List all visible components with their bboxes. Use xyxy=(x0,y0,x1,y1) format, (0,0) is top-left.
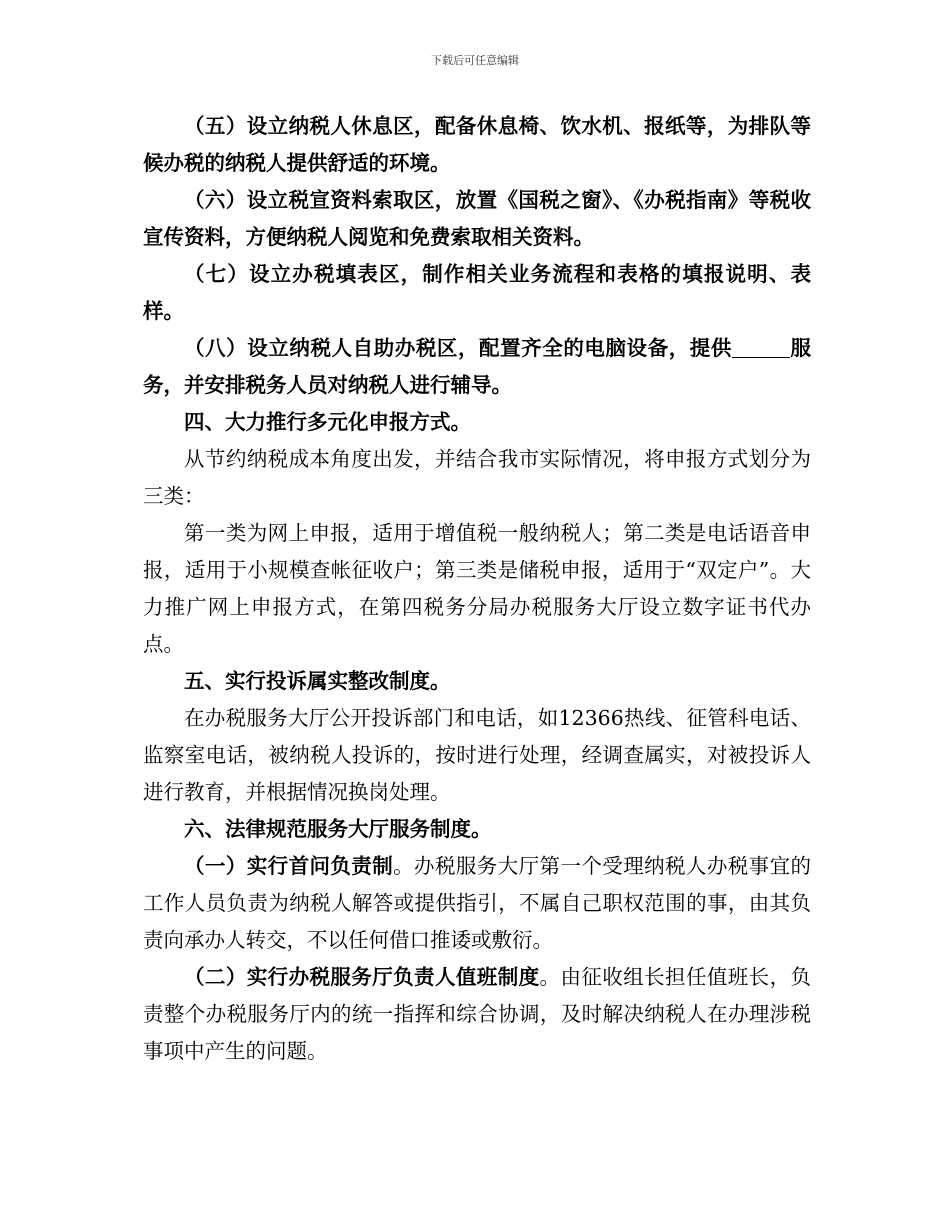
page-header: 下载后可任意编辑 xyxy=(431,54,519,67)
paragraph-item-8-end: 服务，并安排税务人员对纳税人进行辅导。 xyxy=(143,336,812,397)
paragraph-item-8 xyxy=(143,330,811,404)
section-4-paragraph-1: 从节约纳税成本角度出发，并结合我市实际情况，将申报方式划分为三类： xyxy=(143,447,811,508)
section-heading-5: 五、实行投诉属实整改制度。 xyxy=(184,669,451,693)
first-inquiry-text: 。办税服务大厅第一个受理纳税人办税事宜的工作人员负责为纳税人解答或提供指引，不属自己职权范围的事，由其负责向承办人转交，不以任何借口推诿或敷衍。 xyxy=(143,854,812,952)
paragraph-item-5: （五）设立纳税人休息区，配备休息椅、饮水机、报纸等，为排队等候办税的纳税人提供舒适的环境。 xyxy=(143,114,811,175)
section-6-paragraph-1 xyxy=(143,848,811,959)
duty-system-text: 。由征收组长担任值班长，负责整个办税服务厅内的统一指挥和综合协调，及时解决纳税人在办理涉税事项中产生的问题。 xyxy=(143,965,812,1063)
section-heading-4: 四、大力推行多元化申报方式。 xyxy=(184,410,471,434)
section-6-paragraph-2 xyxy=(143,959,811,1070)
section-heading-6: 六、法律规范服务大厅服务制度。 xyxy=(184,817,492,841)
paragraph-item-8-start: （八）设立纳税人自助办税区，配置齐全的电脑设备，提供 xyxy=(184,336,732,360)
section-4-paragraph-2: 第一类为网上申报，适用于增值税一般纳税人；第二类是电话语音申报，适用于小规模查帐征收户；第三类是储税申报，适用于“双定户”。大力推广网上申报方式，在第四税务分局办税服务大厅设立数字证书代办点。 xyxy=(143,521,811,656)
paragraph-item-7: （七）设立办税填表区，制作相关业务流程和表格的填报说明、表样。 xyxy=(143,262,811,323)
fill-in-blank xyxy=(732,337,790,358)
first-inquiry-heading: （一）实行首问负责制 xyxy=(184,854,394,878)
duty-system-heading: （二）实行办税服务厅负责人值班制度 xyxy=(184,965,540,989)
section-5-paragraph: 在办税服务大厅公开投诉部门和电话，如12366热线、征管科电话、监察室电话，被纳税人投诉的，按时进行处理，经调查属实，对被投诉人进行教育，并根据情况换岗处理。 xyxy=(143,706,811,804)
paragraph-item-6: （六）设立税宣资料索取区，放置《国税之窗》、《办税指南》等税收宣传资料，方便纳税人阅览和免费索取相关资料。 xyxy=(143,188,811,249)
document-body xyxy=(143,108,811,1070)
